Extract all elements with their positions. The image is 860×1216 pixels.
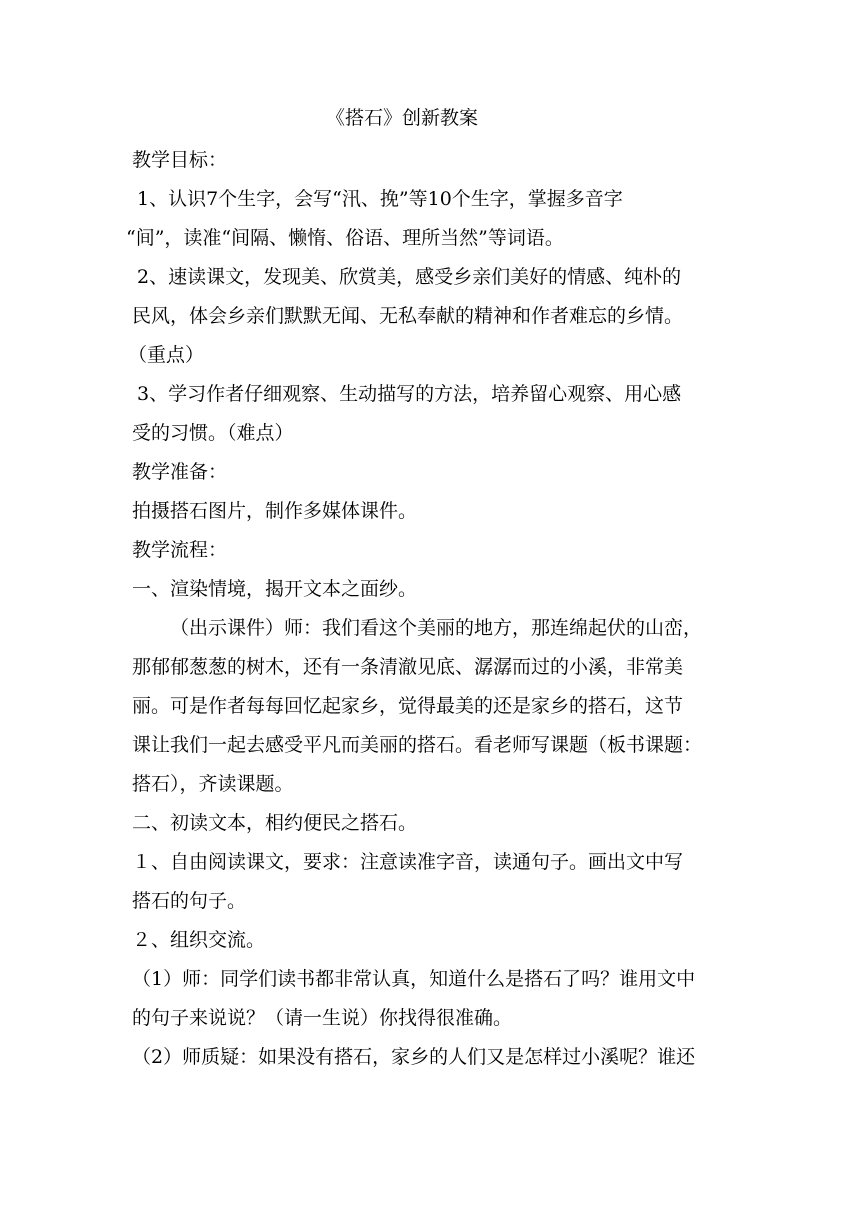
text-line: 民风，体会乡亲们默默无闻、无私奉献的精神和作者难忘的乡情。	[132, 305, 684, 327]
text-line: 丽。可是作者每每回忆起家乡，觉得最美的还是家乡的搭石，这节	[132, 695, 684, 717]
text-line: “间”，读准“间隔、懒惰、俗语、理所当然”等词语。	[126, 227, 564, 249]
text-line: （重点）	[128, 344, 205, 366]
text-line: 的句子来说说？（请一生说）你找得很准确。	[132, 1007, 513, 1029]
text-line: （出示课件）师：我们看这个美丽的地方，那连绵起伏的山峦，	[170, 617, 703, 639]
text-line: （1）师：同学们读书都非常认真，知道什么是搭石了吗？谁用文中	[132, 968, 696, 990]
text-line: 一、渲染情境，揭开文本之面纱。	[132, 578, 418, 600]
text-line: 受的习惯。（难点）	[132, 422, 294, 444]
text-line: 二、初读文本，相约便民之搭石。	[132, 812, 418, 834]
text-line: 搭石），齐读课题。	[132, 773, 294, 795]
text-line: 拍摄搭石图片，制作多媒体课件。	[132, 500, 418, 522]
text-line: 教学准备：	[132, 461, 228, 483]
text-line: 课让我们一起去感受平凡而美丽的搭石。看老师写课题（板书课题：	[132, 734, 703, 756]
text-line: 3、学习作者仔细观察、生动描写的方法，培养留心观察、用心感	[137, 383, 682, 405]
text-line: ２、组织交流。	[132, 929, 266, 951]
text-line: 1、认识7个生字，会写“汛、挽”等10个生字，掌握多音字	[137, 188, 623, 210]
text-line: 教学流程：	[132, 539, 228, 561]
text-line: 那郁郁葱葱的树木，还有一条清澈见底、潺潺而过的小溪，非常美	[132, 656, 684, 678]
text-line: 2、速读课文，发现美、欣赏美，感受乡亲们美好的情感、纯朴的	[137, 266, 682, 288]
text-line: １、自由阅读课文，要求：注意读准字音，读通句子。画出文中写	[132, 851, 684, 873]
text-line: （2）师质疑：如果没有搭石，家乡的人们又是怎样过小溪呢？谁还	[132, 1046, 696, 1068]
text-line: 搭石的句子。	[132, 890, 247, 912]
document-title: 《搭石》创新教案	[326, 107, 479, 129]
text-line: 教学目标：	[132, 149, 228, 171]
